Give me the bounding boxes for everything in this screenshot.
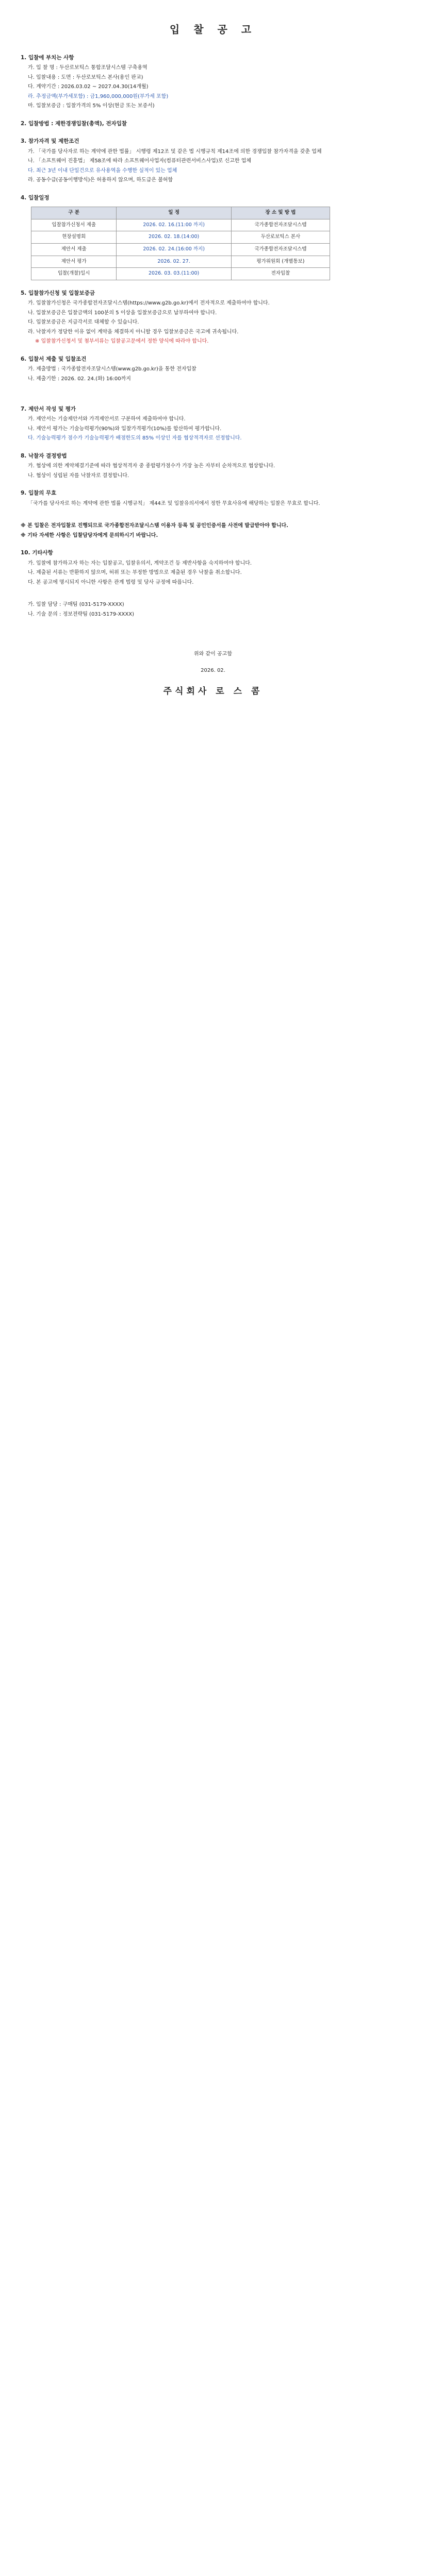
table-cell: 두산로보틱스 본사 [231, 231, 330, 244]
company-name: 주식회사 로 스 콤 [163, 686, 263, 697]
s11-item: 가. 입찰 담당 : 구매팀 (031-5179-XXXX) [28, 602, 124, 607]
notice-line: ※ 기타 자세한 사항은 입찰담당자에게 문의하시기 바랍니다. [21, 532, 158, 538]
table-row [31, 268, 330, 280]
table-row [31, 219, 330, 231]
s6-item: 나. 제출기한 : 2026. 02. 24.(화) 16:00까지 [28, 376, 131, 382]
s9-text: 「국가를 당사자로 하는 계약에 관한 법률 시행규칙」 제44조 및 입찰유의서에서 정한 무효사유에 해당하는 입찰은 무효로 합니다. [28, 500, 320, 506]
table-cell: 전자입찰 [231, 268, 330, 280]
table-cell: 제안서 제출 [31, 243, 117, 256]
s5-note: ※ 입찰참가신청서 및 첨부서류는 입찰공고문에서 정한 양식에 따라야 합니다. [35, 338, 209, 345]
s6-item: 가. 제출방법 : 국가종합전자조달시스템(www.g2b.go.kr)을 통한 전자입찰 [28, 366, 196, 372]
table-cell: 국가종합전자조달시스템 [231, 219, 330, 231]
s8-item: 가. 협상에 의한 계약체결기준에 따라 협상적격자 중 종합평가점수가 가장 높은 자부터 순차적으로 협상합니다. [28, 463, 275, 469]
s8-item: 나. 협상이 성립된 자를 낙찰자로 결정합니다. [28, 472, 129, 479]
s1-item: 다. 계약기간 : 2026.03.02 ~ 2027.04.30(14개월) [28, 84, 149, 90]
table-cell: 입찰(개찰)일시 [31, 268, 117, 280]
section-3-title: 3. 참가자격 및 제한조건 [21, 138, 79, 145]
section-6-title: 6. 입찰서 제출 및 입찰조건 [21, 355, 87, 362]
s10-item: 다. 본 공고에 명시되지 아니한 사항은 관계 법령 및 당사 규정에 따릅니다. [28, 579, 194, 585]
s7-item: 나. 제안서 평가는 기술능력평가(90%)와 입찰가격평가(10%)를 합산하여 평가합니다. [28, 426, 222, 432]
s10-item: 나. 제출된 서류는 반환하지 않으며, 허위 또는 부정한 방법으로 제출된 경우 낙찰을 취소합니다. [28, 570, 242, 575]
table-row [31, 256, 330, 268]
table-cell: 2026. 02. 18.(14:00) [117, 231, 231, 244]
section-10-title: 10. 기타사항 [21, 550, 53, 556]
s5-item: 다. 입찰보증금은 지급각서로 대체할 수 있습니다. [28, 319, 139, 326]
s3-item: 가. 「국가를 당사자로 하는 계약에 관한 법률」 시행령 제12조 및 같은 법 시행규칙 제14조에 의한 경쟁입찰 참가자격을 갖춘 업체 [28, 148, 322, 155]
s7-item: 다. 기술능력평가 점수가 기술능력평가 배점한도의 85% 이상인 자를 협상적격자로 선정합니다. [28, 435, 242, 442]
table-cell: 평가위원회 (개별통보) [231, 256, 330, 268]
table-row [31, 231, 330, 244]
closing-text: 위와 같이 공고함 [194, 651, 232, 657]
section-5-title: 5. 입찰참가신청 및 입찰보증금 [21, 290, 95, 296]
table-cell: 2026. 03. 03.(11:00) [117, 268, 231, 280]
s1-item: 나. 입찰내용 : 도면 : 두산로보틱스 본사(용인 판교) [28, 74, 143, 80]
table-header-row [31, 207, 330, 219]
s7-item: 가. 제안서는 기술제안서와 가격제안서로 구분하여 제출하여야 합니다. [28, 416, 186, 422]
table-cell: 2026. 02. 24.(16:00 까지) [117, 243, 231, 256]
s1-item: 가. 입 찰 명 : 두산로보틱스 통합조달시스템 구축용역 [28, 65, 148, 71]
s10-item: 가. 입찰에 참가하고자 하는 자는 입찰공고, 입찰유의서, 계약조건 등 제반사항을 숙지하여야 합니다. [28, 560, 252, 566]
s1-item: 라. 추정금액(부가세포함) : 금1,960,000,000원(부가세 포함) [28, 93, 169, 99]
table-cell: 2026. 02. 16.(11:00 까지) [117, 219, 231, 231]
table-cell: 제안서 평가 [31, 256, 117, 268]
table-cell: 국가종합전자조달시스템 [231, 243, 330, 256]
table-header: 일 정 [117, 207, 231, 219]
s1-item: 마. 입찰보증금 : 입찰가격의 5% 이상(현금 또는 보증서) [28, 103, 155, 109]
s5-item: 라. 낙찰자가 정당한 이유 없이 계약을 체결하지 아니할 경우 입찰보증금은 국고에 귀속됩니다. [28, 329, 239, 335]
s3-item: 다. 최근 3년 이내 단일건으로 유사용역을 수행한 실적이 있는 업체 [28, 167, 177, 174]
s11-item: 나. 기술 문의 : 정보전략팀 (031-5179-XXXX) [28, 611, 134, 617]
s5-item: 가. 입찰참가신청은 국가종합전자조달시스템(https://www.g2b.go.kr)에서 전자적으로 제출하여야 합니다. [28, 300, 270, 307]
s3-item: 나. 「소프트웨어 진흥법」 제58조에 따라 소프트웨어사업자(컴퓨터관련서비스사업)로 신고한 업체 [28, 158, 252, 164]
section-7-title: 7. 제안서 작성 및 평가 [21, 406, 76, 412]
table-cell: 2026. 02. 27. [117, 256, 231, 268]
table-cell: 입찰참가신청서 제출 [31, 219, 117, 231]
notice-document [21, 21, 405, 700]
s5-item: 나. 입찰보증금은 입찰금액의 100분의 5 이상을 입찰보증금으로 납부하여야 합니다. [28, 310, 217, 316]
notice-date: 2026. 02. [201, 667, 225, 673]
schedule-table [31, 207, 330, 280]
table-cell: 현장설명회 [31, 231, 117, 244]
section-9-title: 9. 입찰의 무효 [21, 490, 57, 497]
notice-title: 입 찰 공 고 [169, 23, 257, 36]
table-header: 장 소 및 방 법 [231, 207, 330, 219]
notice-line: ※ 본 입찰은 전자입찰로 진행되므로 국가종합전자조달시스템 이용자 등록 및 공인인증서를 사전에 발급받아야 합니다. [21, 523, 288, 529]
section-1-title: 1. 입찰에 부치는 사항 [21, 55, 74, 61]
table-row [31, 243, 330, 256]
s3-item: 라. 공동수급(공동이행방식)은 허용하지 않으며, 하도급은 불허함 [28, 177, 173, 183]
section-4-title: 4. 입찰일정 [21, 194, 50, 201]
section-8-title: 8. 낙찰자 결정방법 [21, 452, 67, 459]
section-2-title: 2. 입찰방법 : 제한경쟁입찰(총액), 전자입찰 [21, 120, 127, 127]
table-header: 구 분 [31, 207, 117, 219]
